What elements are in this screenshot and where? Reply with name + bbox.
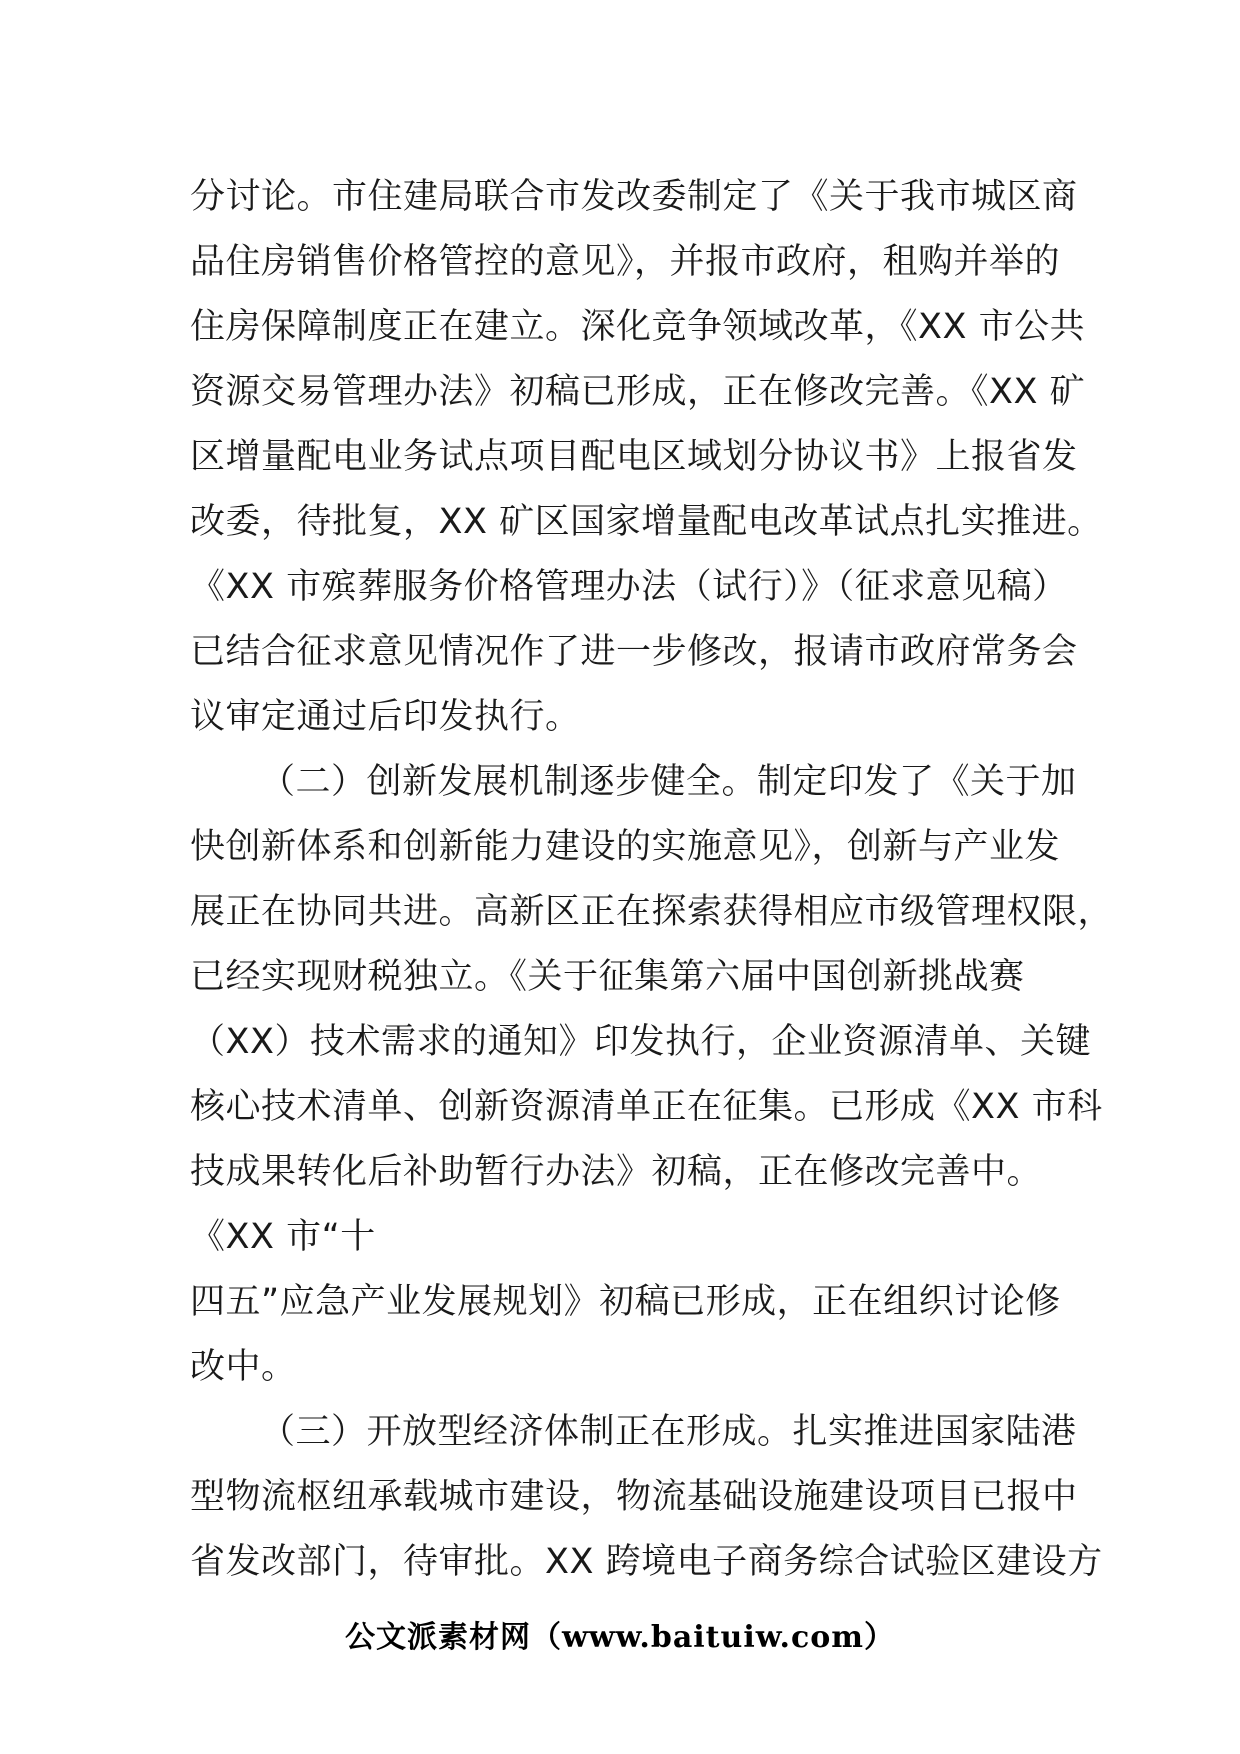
text-line: 已结合征求意见情况作了进一步修改，报请市政府常务会 bbox=[190, 632, 1078, 672]
section-heading-line: （三）开放型经济体制正在形成。扎实推进国家陆港 bbox=[260, 1412, 1077, 1452]
text-line: 《XX 市殡葬服务价格管理办法（试行）》（征求意见稿） bbox=[190, 567, 1068, 607]
text-line: 品住房销售价格管控的意见》，并报市政府，租购并举的 bbox=[190, 242, 1061, 282]
text-line: 资源交易管理办法》初稿已形成，正在修改完善。《XX 矿 bbox=[190, 372, 1086, 412]
text-line: 快创新体系和创新能力建设的实施意见》，创新与产业发 bbox=[190, 827, 1061, 867]
text-line: 省发改部门，待审批。XX 跨境电子商务综合试验区建设方 bbox=[190, 1542, 1103, 1582]
text-line: 四五”应急产业发展规划》初稿已形成，正在组织讨论修 bbox=[190, 1282, 1061, 1322]
text-line: （XX）技术需求的通知》印发执行，企业资源清单、关键 bbox=[190, 1022, 1091, 1062]
footer-watermark: 公文派素材网（www.baituiw.com） bbox=[344, 1620, 896, 1655]
section-heading-line: （二）创新发展机制逐步健全。制定印发了《关于加 bbox=[260, 762, 1077, 802]
text-line: 技成果转化后补助暂行办法》初稿，正在修改完善中。 bbox=[190, 1152, 1043, 1192]
text-line: 展正在协同共进。高新区正在探索获得相应市级管理权限， bbox=[190, 892, 1114, 932]
text-line: 分讨论。市住建局联合市发改委制定了《关于我市城区商 bbox=[190, 177, 1078, 217]
text-line: 改中。 bbox=[190, 1347, 297, 1387]
text-line: 核心技术清单、创新资源清单正在征集。已形成《XX 市科 bbox=[190, 1087, 1103, 1127]
text-line: 区增量配电业务试点项目配电区域划分协议书》上报省发 bbox=[190, 437, 1078, 477]
text-line: 《XX 市“十 bbox=[190, 1217, 376, 1257]
document-body bbox=[190, 165, 1114, 1595]
text-line: 已经实现财税独立。《关于征集第六届中国创新挑战赛 bbox=[190, 957, 1025, 997]
text-line: 改委，待批复，XX 矿区国家增量配电改革试点扎实推进。 bbox=[190, 502, 1103, 542]
text-line: 议审定通过后印发执行。 bbox=[190, 697, 581, 737]
text-line: 型物流枢纽承载城市建设，物流基础设施建设项目已报中 bbox=[190, 1477, 1078, 1517]
text-line: 住房保障制度正在建立。深化竞争领域改革，《XX 市公共 bbox=[190, 307, 1086, 347]
